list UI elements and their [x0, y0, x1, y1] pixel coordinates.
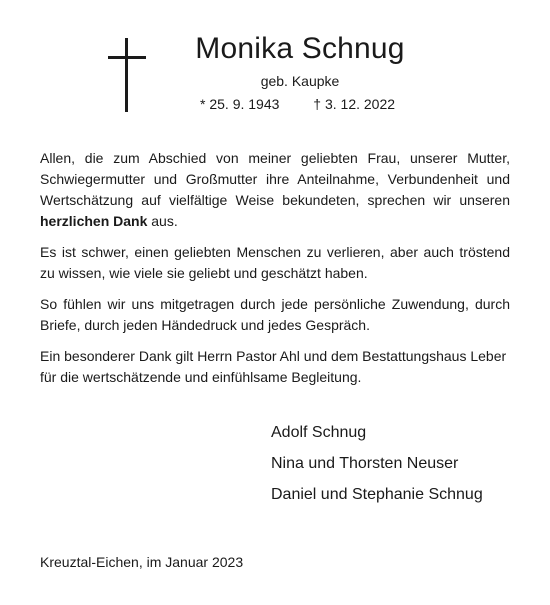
cross-icon — [108, 38, 146, 112]
signer: Daniel und Stephanie Schnug — [271, 486, 483, 503]
paragraph-1 — [40, 148, 510, 232]
thanks-text — [40, 148, 510, 398]
signer: Adolf Schnug — [271, 424, 367, 441]
paragraph-4: Ein besonderer Dank gilt Herrn Pastor Ahl und dem Bestattungshaus Leber für die wertschätzende und einfühlsame Begleitung. — [40, 348, 507, 385]
deceased-name: Monika Schnug — [195, 32, 405, 65]
life-dates — [200, 96, 395, 112]
signers-list — [271, 417, 483, 510]
paragraph-1-start: Allen, die zum Abschied von meiner geliebten Frau, unserer Mutter, Schwiegermutter und Großmutter ihre Anteilnahme, Verbundenheit und Wertschätzung auf vielfältige Weise bekundeten, sprechen wir unseren — [40, 150, 510, 208]
paragraph-3: So fühlen wir uns mitgetragen durch jede persönliche Zuwendung, durch Briefe, durch jeden Händedruck und jedes Gespräch. — [40, 296, 510, 333]
birth-date: * 25. 9. 1943 — [200, 96, 280, 112]
paragraph-1-bold: herzlichen Dank — [40, 213, 148, 229]
paragraph-1-end: aus. — [147, 213, 178, 229]
maiden-name: geb. Kaupke — [260, 73, 340, 89]
death-date: † 3. 12. 2022 — [313, 96, 396, 112]
place-and-date: Kreuztal-Eichen, im Januar 2023 — [40, 554, 244, 570]
paragraph-2: Es ist schwer, einen geliebten Menschen zu verlieren, aber auch tröstend zu wissen, wie viele sie geliebt und geschätzt haben. — [40, 244, 510, 281]
signer: Nina und Thorsten Neuser — [271, 455, 459, 472]
